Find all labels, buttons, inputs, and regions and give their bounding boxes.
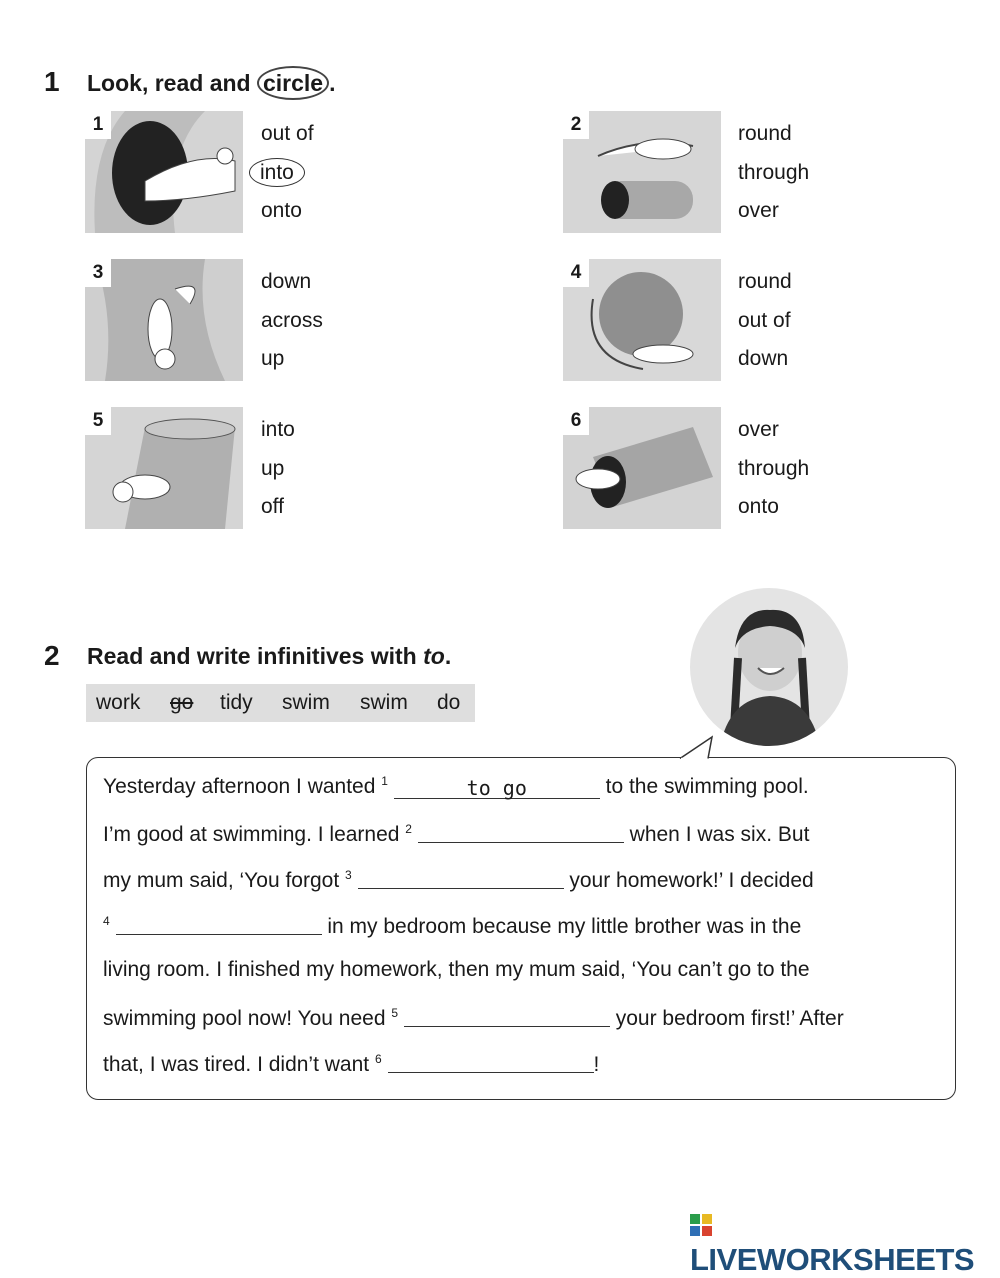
option[interactable]: up [261,456,285,480]
picture-3 [85,259,243,381]
answer-blank-5[interactable] [404,1004,610,1027]
text-line-4: $^4$ in my bedroom because my little brother was in the [103,914,802,938]
option[interactable]: down [261,270,312,293]
options-6 [738,411,809,527]
answer-blank-6[interactable] [388,1050,594,1073]
picture-6 [563,407,721,529]
exercise-2-number: 2 [44,640,60,671]
picture-5 [85,407,243,529]
exercise-2-title: Read and write infinitives with to. [87,643,452,669]
circle-example: circle [257,66,329,100]
exercise-1-title: Look, read and circle . [87,66,335,100]
option[interactable]: round [738,122,792,145]
option[interactable]: across [261,308,323,332]
bubble-tail [670,734,718,760]
word: swim [360,691,408,714]
picture-number: 2 [563,111,589,139]
picture-number: 5 [85,407,111,435]
text-line-7: that, I was tired. I didn’t want $^6$ ! [103,1052,600,1076]
answer-blank-2[interactable] [418,820,624,843]
picture-number: 6 [563,407,589,435]
options-5 [261,411,295,527]
option[interactable]: out of [738,308,791,332]
circled-answer: into [249,158,305,187]
text-line-2: I’m good at swimming. I learned $^2$ when I was six. But [103,822,810,846]
option[interactable]: off [261,495,284,518]
word-crossed: go [170,691,194,714]
picture-number: 4 [563,259,589,287]
text-line-3: my mum said, ‘You forgot $^3$ your homework!’ I decided [103,868,814,892]
logo-icon [690,1208,712,1230]
options-1 [261,115,314,231]
answer-blank-4[interactable] [116,912,322,935]
option[interactable]: through [738,160,810,184]
option[interactable] [261,154,314,193]
picture-number: 3 [85,259,111,287]
exercise-1-number: 1 [44,66,60,97]
text-line-6: swimming pool now! You need $^5$ your bedroom first!’ After [103,1006,844,1030]
word: tidy [220,691,253,714]
text-line-1: Yesterday afternoon I wanted $^1$ to go to the swimming pool. [103,774,809,800]
option[interactable]: into [261,418,295,441]
word: do [437,691,461,714]
text-line-5: living room. I finished my homework, then my mum said, ‘You can’t go to the [103,958,810,981]
answer-blank-1[interactable]: to go [394,776,600,799]
word-box [86,684,475,722]
picture-2 [563,111,721,233]
option[interactable]: onto [738,495,779,518]
picture-1 [85,111,243,233]
options-2 [738,115,809,231]
option[interactable]: up [261,347,285,370]
girl-photo [690,588,848,746]
option[interactable]: round [738,270,792,293]
liveworksheets-logo: LIVEWORKSHEETS [690,1206,1000,1278]
picture-number: 1 [85,111,111,139]
option[interactable]: over [738,418,779,441]
option[interactable]: onto [261,199,302,222]
options-3 [261,263,323,379]
picture-4 [563,259,721,381]
options-4 [738,263,792,379]
option[interactable]: out of [261,122,314,145]
option[interactable]: down [738,347,789,370]
answer-blank-3[interactable] [358,866,564,889]
option[interactable]: through [738,456,810,480]
option[interactable]: over [738,199,779,222]
word: swim [282,691,330,714]
word: work [96,691,141,714]
